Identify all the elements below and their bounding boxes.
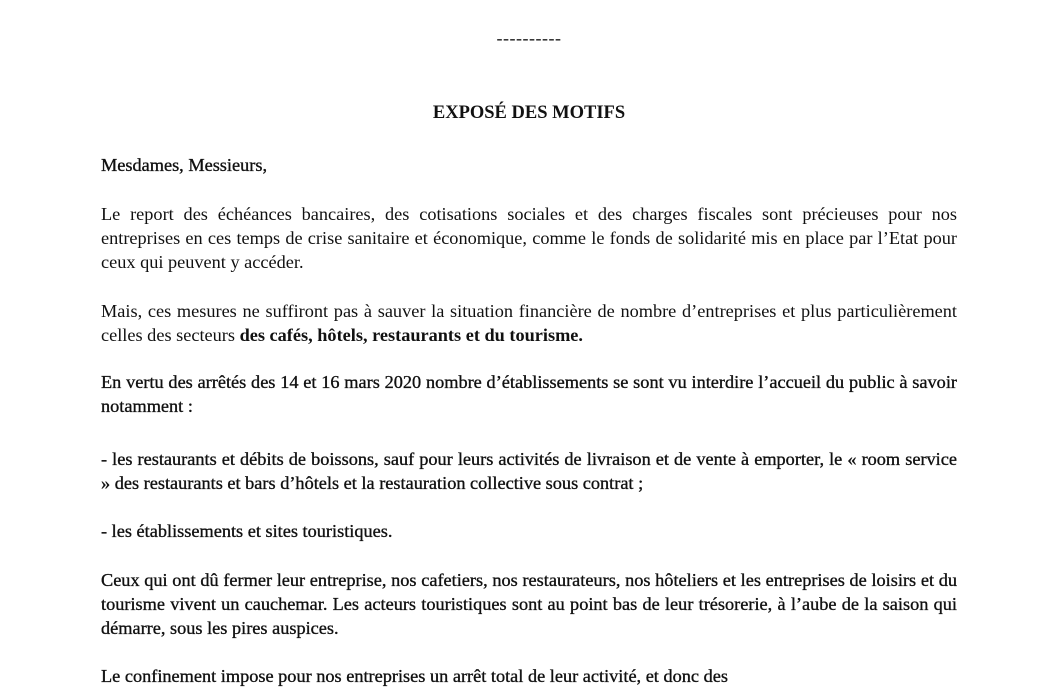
paragraph-2-text: Mais, ces mesures ne suffiront pas à sauver la situation financière de nombre d’entreprises et plus particulièrement celles des secteurs xyxy=(101,301,957,345)
paragraph-6: Ceux qui ont dû fermer leur entreprise, nos cafetiers, nos restaurateurs, nos hôteliers et les entreprises de loisirs et du tourisme vivent un cauchemar. Les acteurs touristiques sont au point bas de leur trésorerie, à l’aube de la saison qui démarre, sous les pires auspices. xyxy=(101,570,957,638)
section-title: EXPOSÉ DES MOTIFS xyxy=(432,103,626,123)
paragraph-7-clipped: Le confinement impose pour nos entreprises un arrêt total de leur activité, et donc des xyxy=(101,666,728,686)
paragraph-list-item-2: - les établissements et sites touristiques. xyxy=(101,521,393,541)
paragraph-2 xyxy=(101,299,957,347)
paragraph-1: Le report des échéances bancaires, des cotisations sociales et des charges fiscales sont précieuses pour nos entreprises en ces temps de crise sanitaire et économique, comme le fonds de solidarité mis en place par l’Etat pour ceux qui peuvent y accéder. xyxy=(101,204,957,272)
paragraph-list-item-1: - les restaurants et débits de boissons, sauf pour leurs activités de livraison et de vente à emporter, le « room service » des restaurants et bars d’hôtels et la restauration collective sous contrat ; xyxy=(101,449,957,493)
paragraph-3: En vertu des arrêtés des 14 et 16 mars 2020 nombre d’établissements se sont vu interdire l’accueil du public à savoir notamment : xyxy=(101,372,957,416)
salutation: Mesdames, Messieurs, xyxy=(101,155,268,175)
separator-line: ---------- xyxy=(496,28,562,48)
paragraph-2-bold-text: des cafés, hôtels, restaurants et du tourisme. xyxy=(239,325,583,345)
